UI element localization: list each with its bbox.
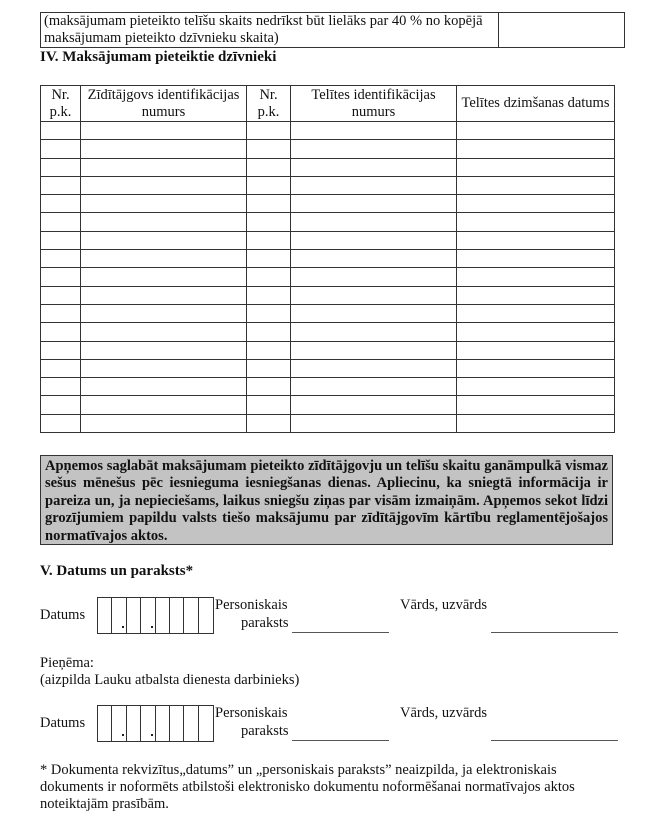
date-digit-cell[interactable] xyxy=(184,706,198,741)
date-digit-cell[interactable] xyxy=(141,706,155,741)
cell-cow-id[interactable] xyxy=(81,268,247,286)
date-digit-cell[interactable] xyxy=(112,706,126,741)
col-header-cow-id: Zīdītājgovs identifikācijas numurs xyxy=(81,86,247,122)
cell-nr-2[interactable] xyxy=(247,195,291,213)
cell-heifer-id[interactable] xyxy=(291,378,457,396)
cell-cow-id[interactable] xyxy=(81,378,247,396)
cell-cow-id[interactable] xyxy=(81,140,247,158)
table-row xyxy=(41,122,615,140)
cell-cow-id[interactable] xyxy=(81,176,247,194)
cell-heifer-birthdate[interactable] xyxy=(457,268,615,286)
table-header-row xyxy=(41,86,615,122)
date-digit-cell[interactable] xyxy=(170,598,184,633)
cell-heifer-id[interactable] xyxy=(291,341,457,359)
cell-nr-1[interactable] xyxy=(41,250,81,268)
cell-cow-id[interactable] xyxy=(81,304,247,322)
date-digit-cell[interactable] xyxy=(170,706,184,741)
applicant-signature-label-2: paraksts xyxy=(241,615,289,631)
received-note: (aizpilda Lauku atbalsta dienesta darbinieks) xyxy=(40,672,300,688)
table-row xyxy=(41,378,615,396)
heifer-share-note: (maksājumam pieteikto telīšu skaits nedrīkst būt lielāks par 40 % no kopējā maksājumam pieteikto dzīvnieku skaita) xyxy=(44,13,483,46)
cell-cow-id[interactable] xyxy=(81,396,247,414)
date-separator-dot xyxy=(122,734,124,736)
officer-signature-label-1: Personiskais xyxy=(215,705,288,721)
officer-signature-line[interactable] xyxy=(292,740,389,741)
cell-heifer-birthdate[interactable] xyxy=(457,414,615,432)
cell-heifer-birthdate[interactable] xyxy=(457,323,615,341)
cell-nr-1[interactable] xyxy=(41,231,81,249)
col-header-heifer-birthdate: Telītes dzimšanas datums xyxy=(457,86,615,122)
applicant-signature-label-1: Personiskais xyxy=(215,597,288,613)
footnote: * Dokumenta rekvizītus„datums” un „personiskais paraksts” neaizpilda, ja elektroniskais dokuments ir noformēts atbilstoši elektronisko dokumentu noformēšanai normatīvajos aktos noteiktajām prasībām. xyxy=(40,762,575,812)
heifer-share-value-field[interactable] xyxy=(501,13,624,47)
cell-heifer-birthdate[interactable] xyxy=(457,341,615,359)
cell-cow-id[interactable] xyxy=(81,195,247,213)
cell-nr-2[interactable] xyxy=(247,140,291,158)
section-iv-title: IV. Maksājumam pieteiktie dzīvnieki xyxy=(40,49,277,65)
cell-cow-id[interactable] xyxy=(81,231,247,249)
cell-heifer-birthdate[interactable] xyxy=(457,213,615,231)
cell-cow-id[interactable] xyxy=(81,122,247,140)
cell-heifer-birthdate[interactable] xyxy=(457,378,615,396)
cell-cow-id[interactable] xyxy=(81,341,247,359)
officer-date-field[interactable] xyxy=(97,705,214,742)
cell-nr-2[interactable] xyxy=(247,396,291,414)
cell-nr-2[interactable] xyxy=(247,250,291,268)
date-digit-cell[interactable] xyxy=(98,706,112,741)
cell-nr-1[interactable] xyxy=(41,195,81,213)
cell-nr-2[interactable] xyxy=(247,341,291,359)
applicant-name-line[interactable] xyxy=(491,632,618,633)
date-digit-cell[interactable] xyxy=(184,598,198,633)
col-header-nr-1: Nr. p.k. xyxy=(41,86,81,122)
date-digit-cell[interactable] xyxy=(98,598,112,633)
col-header-heifer-id: Telītes identifikācijas numurs xyxy=(291,86,457,122)
date-digit-cell[interactable] xyxy=(199,598,213,633)
cell-cow-id[interactable] xyxy=(81,158,247,176)
cell-nr-1[interactable] xyxy=(41,341,81,359)
date-digit-cell[interactable] xyxy=(199,706,213,741)
cell-heifer-birthdate[interactable] xyxy=(457,231,615,249)
officer-date-label: Datums xyxy=(40,715,86,731)
cell-heifer-id[interactable] xyxy=(291,396,457,414)
cell-nr-1[interactable] xyxy=(41,396,81,414)
cell-cow-id[interactable] xyxy=(81,250,247,268)
table-row xyxy=(41,195,615,213)
cell-cow-id[interactable] xyxy=(81,323,247,341)
cell-heifer-id[interactable] xyxy=(291,231,457,249)
table-row xyxy=(41,158,615,176)
date-digit-cell[interactable] xyxy=(156,598,170,633)
col-header-nr-2: Nr. p.k. xyxy=(247,86,291,122)
cell-heifer-birthdate[interactable] xyxy=(457,250,615,268)
cell-heifer-birthdate[interactable] xyxy=(457,195,615,213)
cell-nr-1[interactable] xyxy=(41,323,81,341)
cell-divider xyxy=(498,13,499,47)
cell-nr-2[interactable] xyxy=(247,323,291,341)
cell-heifer-id[interactable] xyxy=(291,323,457,341)
table-row xyxy=(41,140,615,158)
officer-name-line[interactable] xyxy=(491,740,618,741)
declaration-box: Apņemos saglabāt maksājumam pieteikto zīdītājgovju un telīšu skaitu ganāmpulkā vismaz sešus mēnešus pēc iesnieguma iesniegšanas dienas. Apliecinu, ka sniegtā informācija ir pareiza un, ja nepieciešams, laikus sniegšu ziņas par visām izmaiņām. Apņemos sekot līdzi grozījumiem papildu valsts tiešo maksājumu par zīdītājgovīm kārtību reglamentējošajos normatīvajos aktos. xyxy=(40,455,613,545)
cell-cow-id[interactable] xyxy=(81,359,247,377)
officer-name-label: Vārds, uzvārds xyxy=(400,705,487,721)
cell-heifer-id[interactable] xyxy=(291,140,457,158)
cell-heifer-id[interactable] xyxy=(291,250,457,268)
table-row xyxy=(41,268,615,286)
table-row xyxy=(41,176,615,194)
cell-nr-1[interactable] xyxy=(41,286,81,304)
date-digit-cell[interactable] xyxy=(156,706,170,741)
cell-heifer-birthdate[interactable] xyxy=(457,140,615,158)
table-row xyxy=(41,341,615,359)
cell-heifer-id[interactable] xyxy=(291,414,457,432)
cell-nr-1[interactable] xyxy=(41,176,81,194)
table-row xyxy=(41,304,615,322)
cell-nr-2[interactable] xyxy=(247,304,291,322)
table-row xyxy=(41,231,615,249)
heifer-share-row xyxy=(40,12,625,48)
cell-heifer-id[interactable] xyxy=(291,286,457,304)
date-digit-cell[interactable] xyxy=(127,706,141,741)
table-row xyxy=(41,250,615,268)
cell-nr-2[interactable] xyxy=(247,359,291,377)
cell-heifer-id[interactable] xyxy=(291,195,457,213)
cell-heifer-id[interactable] xyxy=(291,158,457,176)
cell-nr-2[interactable] xyxy=(247,378,291,396)
table-row xyxy=(41,396,615,414)
cell-heifer-id[interactable] xyxy=(291,176,457,194)
table-row xyxy=(41,286,615,304)
date-digit-cell[interactable] xyxy=(112,598,126,633)
cell-heifer-birthdate[interactable] xyxy=(457,286,615,304)
date-separator-dot xyxy=(122,626,124,628)
cell-nr-1[interactable] xyxy=(41,359,81,377)
cell-nr-2[interactable] xyxy=(247,286,291,304)
date-separator-dot xyxy=(151,734,153,736)
cell-cow-id[interactable] xyxy=(81,286,247,304)
date-digit-cell[interactable] xyxy=(141,598,155,633)
cell-nr-2[interactable] xyxy=(247,231,291,249)
animals-table-body xyxy=(41,122,615,433)
cell-nr-2[interactable] xyxy=(247,213,291,231)
cell-heifer-birthdate[interactable] xyxy=(457,396,615,414)
cell-nr-2[interactable] xyxy=(247,176,291,194)
section-v-title: V. Datums un paraksts* xyxy=(40,563,194,579)
cell-heifer-id[interactable] xyxy=(291,268,457,286)
table-row xyxy=(41,414,615,432)
cell-nr-1[interactable] xyxy=(41,213,81,231)
cell-nr-2[interactable] xyxy=(247,414,291,432)
cell-nr-1[interactable] xyxy=(41,122,81,140)
cell-heifer-birthdate[interactable] xyxy=(457,359,615,377)
animals-table xyxy=(40,85,615,433)
table-row xyxy=(41,213,615,231)
cell-nr-2[interactable] xyxy=(247,268,291,286)
cell-nr-2[interactable] xyxy=(247,122,291,140)
cell-nr-1[interactable] xyxy=(41,268,81,286)
cell-cow-id[interactable] xyxy=(81,213,247,231)
cell-nr-1[interactable] xyxy=(41,378,81,396)
cell-heifer-birthdate[interactable] xyxy=(457,304,615,322)
cell-heifer-birthdate[interactable] xyxy=(457,176,615,194)
cell-nr-2[interactable] xyxy=(247,158,291,176)
cell-heifer-id[interactable] xyxy=(291,304,457,322)
cell-heifer-id[interactable] xyxy=(291,213,457,231)
cell-cow-id[interactable] xyxy=(81,414,247,432)
applicant-name-label: Vārds, uzvārds xyxy=(400,597,487,613)
date-digit-cell[interactable] xyxy=(127,598,141,633)
officer-signature-label-2: paraksts xyxy=(241,723,289,739)
date-separator-dot xyxy=(151,626,153,628)
cell-heifer-birthdate[interactable] xyxy=(457,122,615,140)
cell-nr-1[interactable] xyxy=(41,304,81,322)
applicant-date-field[interactable] xyxy=(97,597,214,634)
table-row xyxy=(41,359,615,377)
received-label: Pieņēma: xyxy=(40,655,94,671)
cell-heifer-id[interactable] xyxy=(291,359,457,377)
cell-heifer-id[interactable] xyxy=(291,122,457,140)
cell-heifer-birthdate[interactable] xyxy=(457,158,615,176)
cell-nr-1[interactable] xyxy=(41,140,81,158)
applicant-date-label: Datums xyxy=(40,607,86,623)
applicant-signature-line[interactable] xyxy=(292,632,389,633)
table-row xyxy=(41,323,615,341)
cell-nr-1[interactable] xyxy=(41,158,81,176)
cell-nr-1[interactable] xyxy=(41,414,81,432)
